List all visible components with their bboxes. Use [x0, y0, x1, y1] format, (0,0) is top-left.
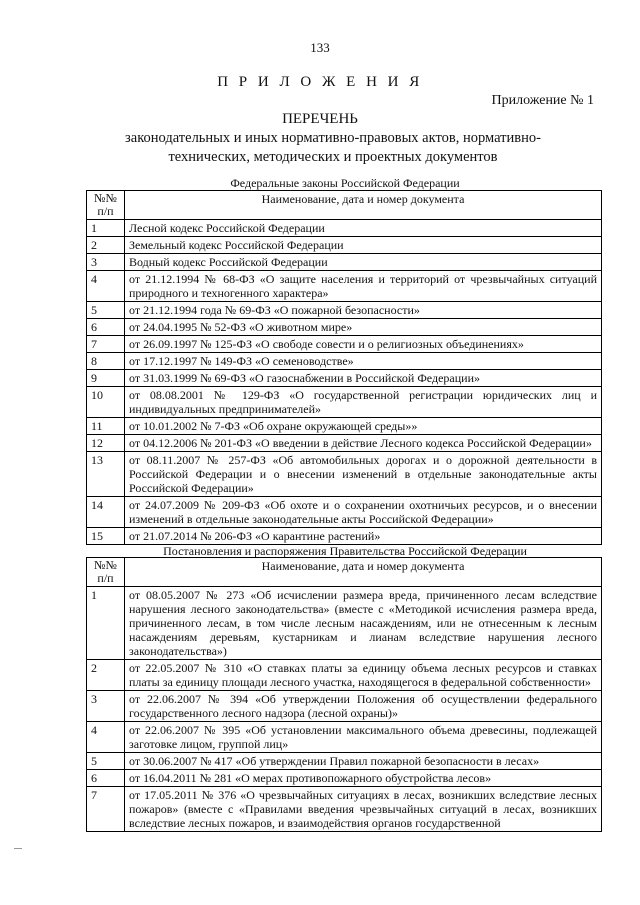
row-number-cell: 4 — [87, 722, 125, 753]
document-name-cell: от 08.08.2001 № 129-ФЗ «О государственной регистрации юридических лиц и индивидуальных предпринимателей» — [125, 387, 602, 418]
table-row — [87, 319, 602, 336]
subtitle-line: законодательных и иных нормативно-правовых актов, нормативно- — [125, 130, 541, 146]
table-row — [87, 254, 602, 271]
table-row — [87, 418, 602, 435]
table-header-row — [87, 191, 602, 220]
subtitle-line: технических, методических и проектных документов — [168, 149, 498, 165]
row-number-cell: 12 — [87, 435, 125, 452]
table-row — [87, 387, 602, 418]
row-number-cell: 14 — [87, 497, 125, 528]
document-name-cell: от 30.06.2007 № 417 «Об утверждении Правил пожарной безопасности в лесах» — [125, 753, 602, 770]
document-name-cell: Лесной кодекс Российской Федерации — [125, 220, 602, 237]
list-heading: ПЕРЕЧЕНЬ — [282, 111, 358, 127]
table-row — [87, 722, 602, 753]
document-name-cell: от 16.04.2011 № 281 «О мерах противопожарного обустройства лесов» — [125, 770, 602, 787]
row-number-cell: 2 — [87, 237, 125, 254]
table-row — [87, 302, 602, 319]
table-row — [87, 753, 602, 770]
table-row — [87, 435, 602, 452]
row-number-cell: 5 — [87, 302, 125, 319]
document-name-cell: от 10.01.2002 № 7-ФЗ «Об охране окружающей среды»» — [125, 418, 602, 435]
document-name-cell: от 21.07.2014 № 206-ФЗ «О карантине растений» — [125, 528, 602, 545]
section-title-government-decrees: Постановления и распоряжения Правительства Российской Федерации — [163, 544, 527, 558]
row-number-cell: 6 — [87, 770, 125, 787]
document-name-cell: от 22.06.2007 № 395 «Об установлении максимального объема древесины, подлежащей заготовке лицом, группой лиц» — [125, 722, 602, 753]
document-name-cell: от 21.12.1994 № 68-ФЗ «О защите населения и территорий от чрезвычайных ситуаций природного и техногенного характера» — [125, 271, 602, 302]
document-name-cell: от 04.12.2006 № 201-ФЗ «О введении в действие Лесного кодекса Российской Федерации» — [125, 435, 602, 452]
document-subtitle — [92, 129, 574, 167]
table-row — [87, 336, 602, 353]
row-number-cell: 7 — [87, 787, 125, 832]
table-header-row — [87, 558, 602, 587]
document-name-cell: от 31.03.1999 № 69-ФЗ «О газоснабжении в Российской Федерации» — [125, 370, 602, 387]
table-row — [87, 353, 602, 370]
row-number-cell: 10 — [87, 387, 125, 418]
document-name-cell: Земельный кодекс Российской Федерации — [125, 237, 602, 254]
table-row — [87, 660, 602, 691]
document-name-cell: от 21.12.1994 года № 69-ФЗ «О пожарной безопасности» — [125, 302, 602, 319]
appendix-title: П Р И Л О Ж Е Н И Я — [217, 74, 423, 90]
table-row — [87, 220, 602, 237]
header-name-cell: Наименование, дата и номер документа — [125, 558, 602, 587]
row-number-cell: 8 — [87, 353, 125, 370]
scan-mark — [14, 848, 22, 849]
row-number-cell: 3 — [87, 254, 125, 271]
row-number-cell: 5 — [87, 753, 125, 770]
table-row — [87, 271, 602, 302]
table-row — [87, 370, 602, 387]
table-row — [87, 770, 602, 787]
document-name-cell: от 17.12.1997 № 149-ФЗ «О семеноводстве» — [125, 353, 602, 370]
document-name-cell: от 22.05.2007 № 310 «О ставках платы за единицу объема лесных ресурсов и ставках платы за единицу площади лесного участка, находящегося в федеральной собственности» — [125, 660, 602, 691]
row-number-cell: 4 — [87, 271, 125, 302]
table-row — [87, 528, 602, 545]
row-number-cell: 13 — [87, 452, 125, 497]
document-name-cell: от 08.05.2007 № 273 «Об исчислении размера вреда, причиненного лесам вследствие нарушения лесного законодательства» (вместе с «Методикой исчисления размера вреда, причиненного лесам, в том числе лесным насаждениям, или не отнесенным к лесным насаждениям деревьям, кустарникам и лианам вследствие нарушения лесного законодательства») — [125, 587, 602, 660]
document-name-cell: Водный кодекс Российской Федерации — [125, 254, 602, 271]
document-name-cell: от 24.07.2009 № 209-ФЗ «Об охоте и о сохранении охотничьих ресурсов, и о внесении изменений в отдельные законодательные акты Российской Федерации» — [125, 497, 602, 528]
table-row — [87, 452, 602, 497]
table-row — [87, 497, 602, 528]
row-number-cell: 2 — [87, 660, 125, 691]
document-name-cell: от 24.04.1995 № 52-ФЗ «О животном мире» — [125, 319, 602, 336]
row-number-cell: 11 — [87, 418, 125, 435]
document-name-cell: от 26.09.1997 № 125-ФЗ «О свободе совести и о религиозных объединениях» — [125, 336, 602, 353]
header-name-cell: Наименование, дата и номер документа — [125, 191, 602, 220]
row-number-cell: 3 — [87, 691, 125, 722]
row-number-cell: 15 — [87, 528, 125, 545]
table-row — [87, 237, 602, 254]
header-number-cell: №№ п/п — [87, 191, 125, 220]
appendix-label: Приложение № 1 — [491, 93, 594, 108]
table-row — [87, 691, 602, 722]
document-name-cell: от 17.05.2011 № 376 «О чрезвычайных ситуациях в лесах, возникших вследствие лесных пожаров» (вместе с «Правилами введения чрезвычайных ситуаций в лесах, возникших вследствие лесных пожаров, и взаимодействия органов государственной — [125, 787, 602, 832]
row-number-cell: 1 — [87, 220, 125, 237]
federal-laws-table — [86, 190, 602, 545]
row-number-cell: 1 — [87, 587, 125, 660]
row-number-cell: 9 — [87, 370, 125, 387]
page-number: 133 — [310, 40, 330, 55]
document-name-cell: от 08.11.2007 № 257-ФЗ «Об автомобильных дорогах и о дорожной деятельности в Российской Федерации и о внесении изменений в отдельные законодательные акты Российской Федерации» — [125, 452, 602, 497]
row-number-cell: 7 — [87, 336, 125, 353]
table-row — [87, 787, 602, 832]
row-number-cell: 6 — [87, 319, 125, 336]
table-row — [87, 587, 602, 660]
government-decrees-table — [86, 557, 602, 832]
header-number-cell: №№ п/п — [87, 558, 125, 587]
section-title-federal-laws: Федеральные законы Российской Федерации — [230, 176, 460, 190]
document-name-cell: от 22.06.2007 № 394 «Об утверждении Положения об осуществлении федерального государственного лесного надзора (лесной охраны)» — [125, 691, 602, 722]
